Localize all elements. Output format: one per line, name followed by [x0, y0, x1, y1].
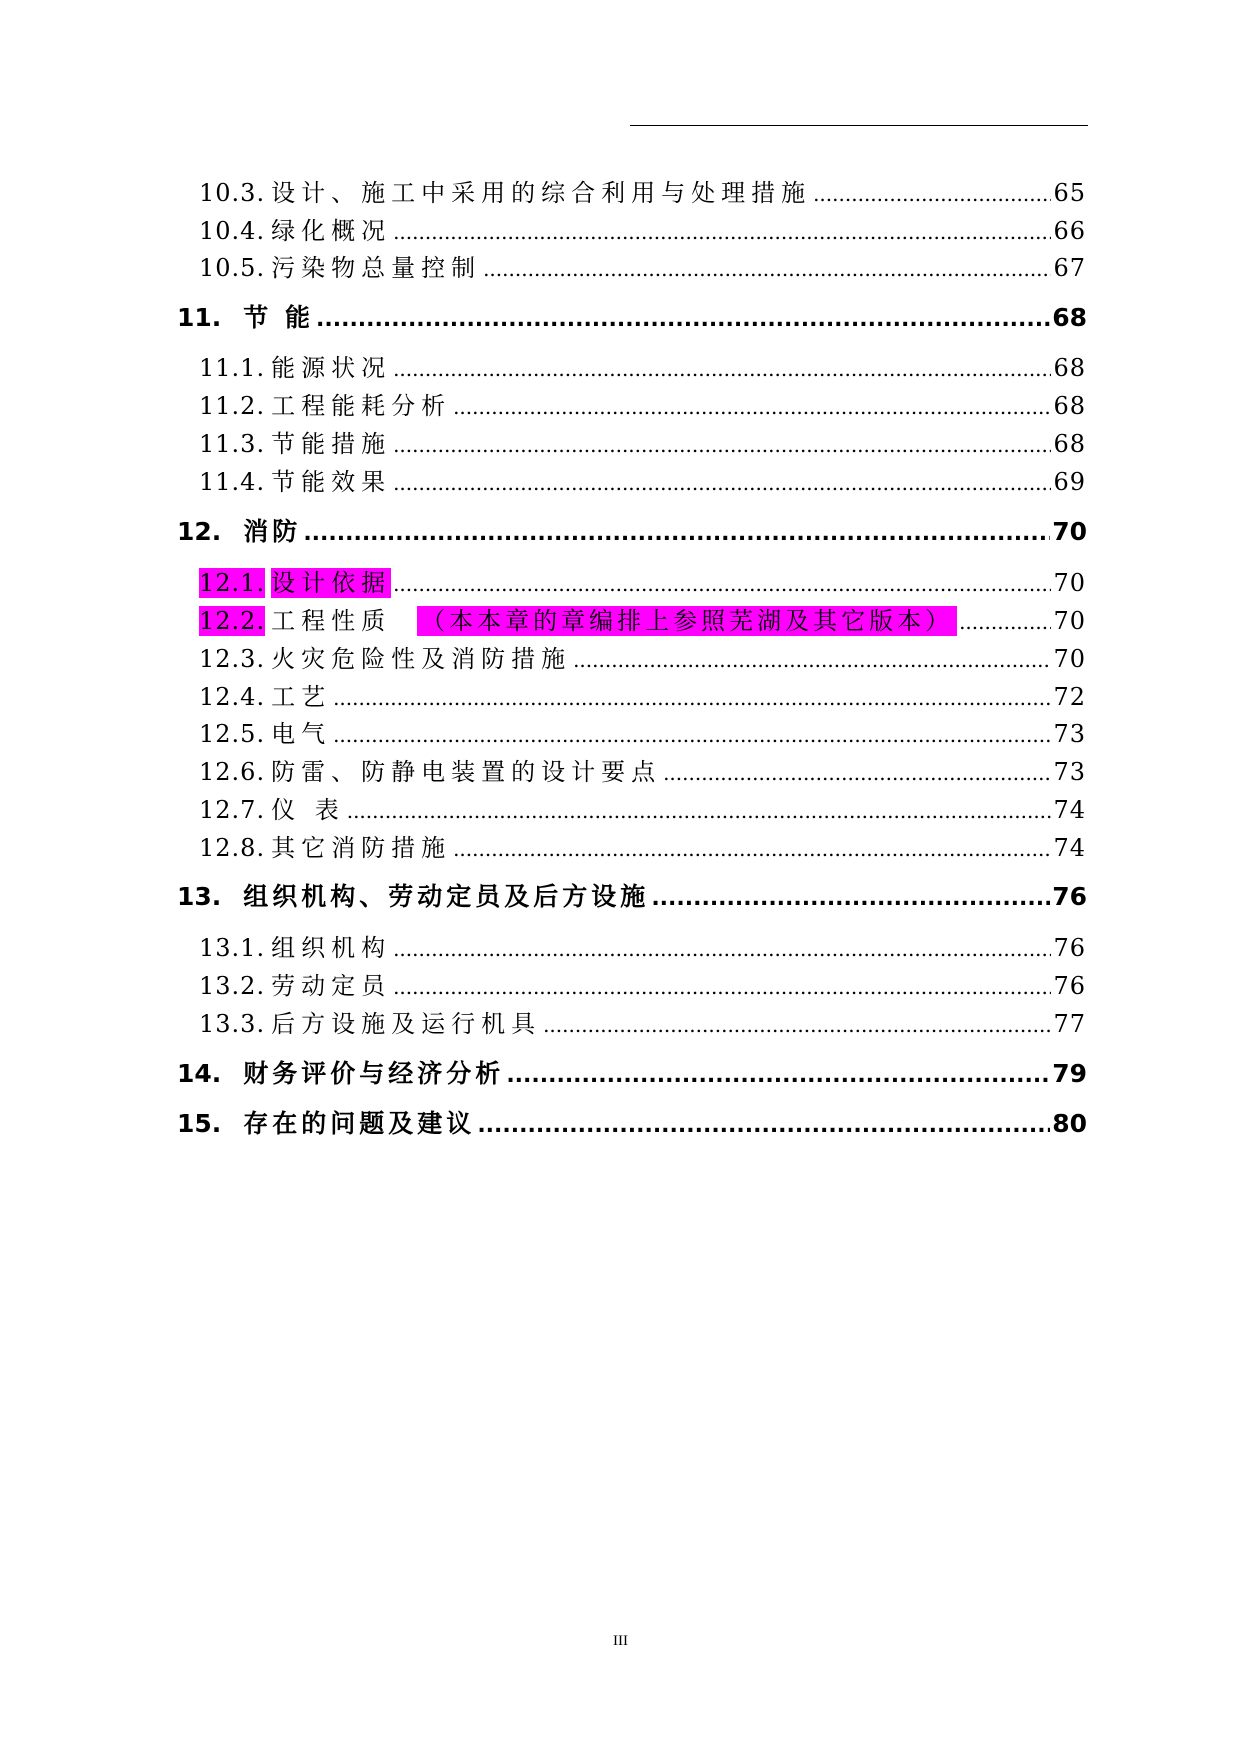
- dot-leader: [453, 392, 1051, 422]
- toc-page-number: 70: [1053, 569, 1086, 597]
- toc-entry-12-6[interactable]: [199, 757, 1086, 787]
- toc-entry-11-4[interactable]: [199, 467, 1086, 497]
- dot-leader: [477, 1109, 1050, 1143]
- editor-note-highlight: （本本章的章编排上参照芜湖及其它版本）: [417, 606, 957, 636]
- toc-page-number: 76: [1052, 882, 1087, 911]
- toc-number: 11.2.: [199, 392, 266, 420]
- toc-page-number: 80: [1052, 1109, 1087, 1138]
- toc-entry-13-1[interactable]: [199, 933, 1086, 963]
- toc-chapter-14[interactable]: [177, 1057, 1087, 1091]
- toc-page-number: 68: [1053, 354, 1086, 382]
- toc-entry-12-2[interactable]: [199, 606, 1086, 636]
- dot-leader: [333, 683, 1051, 713]
- toc-chapter-11[interactable]: [177, 301, 1087, 335]
- toc-entry-12-1[interactable]: [199, 568, 1086, 598]
- toc-title: 能源状况: [271, 354, 392, 382]
- toc-page-number: 73: [1053, 758, 1086, 786]
- toc-page-number: 79: [1052, 1059, 1087, 1088]
- dot-leader: [483, 254, 1051, 284]
- dot-leader: [333, 720, 1051, 750]
- toc-entry-10-4[interactable]: [199, 216, 1086, 246]
- toc-number: 10.4.: [199, 217, 266, 245]
- toc-page-number: 70: [1053, 645, 1086, 673]
- toc-title: 节能措施: [271, 430, 392, 458]
- toc-number: 12.5.: [199, 720, 266, 748]
- toc-page-number: 74: [1053, 834, 1086, 862]
- toc-page-number: 72: [1053, 683, 1086, 711]
- toc-title: 工程能耗分析: [271, 392, 452, 420]
- dot-leader: [543, 1010, 1051, 1040]
- dot-leader: [393, 217, 1051, 247]
- toc-page-number: 77: [1053, 1010, 1086, 1038]
- toc-page-number: 74: [1053, 796, 1086, 824]
- toc-number: 13.3.: [199, 1010, 266, 1038]
- toc-page-number: 68: [1053, 430, 1086, 458]
- dot-leader: [393, 430, 1051, 460]
- toc-number-highlighted: 12.1.: [199, 569, 266, 597]
- dot-leader: [506, 1059, 1050, 1093]
- toc-number: 12.4.: [199, 683, 266, 711]
- toc-number: 11.3.: [199, 430, 266, 458]
- toc-number: 12.7.: [199, 796, 266, 824]
- toc-number: 12.6.: [199, 758, 266, 786]
- toc-chapter-15[interactable]: [177, 1107, 1087, 1141]
- toc-title: 组织机构: [271, 934, 392, 962]
- dot-leader: [651, 882, 1050, 916]
- dot-leader: [347, 796, 1052, 826]
- toc-page-number: 66: [1053, 217, 1086, 245]
- toc-entry-12-7[interactable]: [199, 795, 1086, 825]
- toc-number: 13.2.: [199, 972, 266, 1000]
- toc-title: 消防: [243, 517, 302, 546]
- dot-leader: [393, 934, 1051, 964]
- toc-number: 12.8.: [199, 834, 266, 862]
- toc-number-highlighted: 12.2.: [199, 607, 266, 635]
- toc-page-number: 67: [1053, 254, 1086, 282]
- toc-number: 11.4.: [199, 468, 266, 496]
- toc-page-number: 69: [1053, 468, 1086, 496]
- toc-page-number: 65: [1053, 179, 1086, 207]
- toc-title: 防雷、防静电装置的设计要点: [271, 758, 662, 786]
- toc-title: 绿化概况: [271, 217, 392, 245]
- toc-entry-10-5[interactable]: [199, 253, 1086, 283]
- toc-title: 其它消防措施: [271, 834, 452, 862]
- toc-title: 工程性质: [271, 607, 392, 635]
- toc-number: 13.1.: [199, 934, 266, 962]
- dot-leader: [303, 517, 1050, 551]
- toc-number: 10.5.: [199, 254, 266, 282]
- toc-entry-12-8[interactable]: [199, 833, 1086, 863]
- dot-leader: [959, 607, 1051, 637]
- toc-title: 污染物总量控制: [271, 254, 482, 282]
- toc-number: 12.: [177, 517, 222, 546]
- toc-number: 12.3.: [199, 645, 266, 673]
- dot-leader: [813, 179, 1051, 209]
- toc-title: 工艺: [271, 683, 332, 711]
- toc-title: 组织机构、劳动定员及后方设施: [243, 882, 650, 911]
- toc-title: 电气: [271, 720, 332, 748]
- toc-title: 仪 表: [271, 796, 345, 824]
- dot-leader: [316, 303, 1050, 337]
- toc-page-number: 68: [1052, 303, 1087, 332]
- toc-page-number: 73: [1053, 720, 1086, 748]
- toc-title: 火灾危险性及消防措施: [271, 645, 572, 673]
- toc-number: 13.: [177, 882, 222, 911]
- dot-leader: [393, 354, 1051, 384]
- toc-title: 节 能: [243, 303, 315, 332]
- toc-entry-12-3[interactable]: [199, 644, 1086, 674]
- dot-leader: [453, 834, 1051, 864]
- dot-leader: [393, 972, 1051, 1002]
- toc-entry-13-3[interactable]: [199, 1009, 1086, 1039]
- toc-title: 设计、施工中采用的综合利用与处理措施: [271, 179, 812, 207]
- dot-leader: [663, 758, 1051, 788]
- toc-number: 14.: [177, 1059, 222, 1088]
- toc-entry-10-3[interactable]: [199, 178, 1086, 208]
- toc-title: 节能效果: [271, 468, 392, 496]
- toc-entry-12-4[interactable]: [199, 682, 1086, 712]
- toc-number: 15.: [177, 1109, 222, 1138]
- toc-page-number: 76: [1053, 972, 1086, 1000]
- dot-leader: [573, 645, 1051, 675]
- toc-title: 存在的问题及建议: [243, 1109, 476, 1138]
- toc-page-number: 70: [1053, 607, 1086, 635]
- toc-chapter-12[interactable]: [177, 515, 1087, 549]
- toc-title: 劳动定员: [271, 972, 392, 1000]
- dot-leader: [393, 468, 1051, 498]
- toc-page-number: 68: [1053, 392, 1086, 420]
- toc-number: 10.3.: [199, 179, 266, 207]
- toc-entry-11-3[interactable]: [199, 429, 1086, 459]
- dot-leader: [393, 569, 1051, 599]
- toc-entry-13-2[interactable]: [199, 971, 1086, 1001]
- toc-number: 11.: [177, 303, 222, 332]
- toc-chapter-13[interactable]: [177, 880, 1087, 914]
- toc-title: 后方设施及运行机具: [271, 1010, 542, 1038]
- toc-page-number: 76: [1053, 934, 1086, 962]
- toc-entry-12-5[interactable]: [199, 719, 1086, 749]
- toc-entry-11-2[interactable]: [199, 391, 1086, 421]
- toc-number: 11.1.: [199, 354, 266, 382]
- toc-page-number: 70: [1052, 517, 1087, 546]
- page-number-footer: III: [613, 1633, 628, 1649]
- toc-title-highlighted: 设计依据: [271, 569, 392, 597]
- toc-entry-11-1[interactable]: [199, 353, 1086, 383]
- toc-title: 财务评价与经济分析: [243, 1059, 505, 1088]
